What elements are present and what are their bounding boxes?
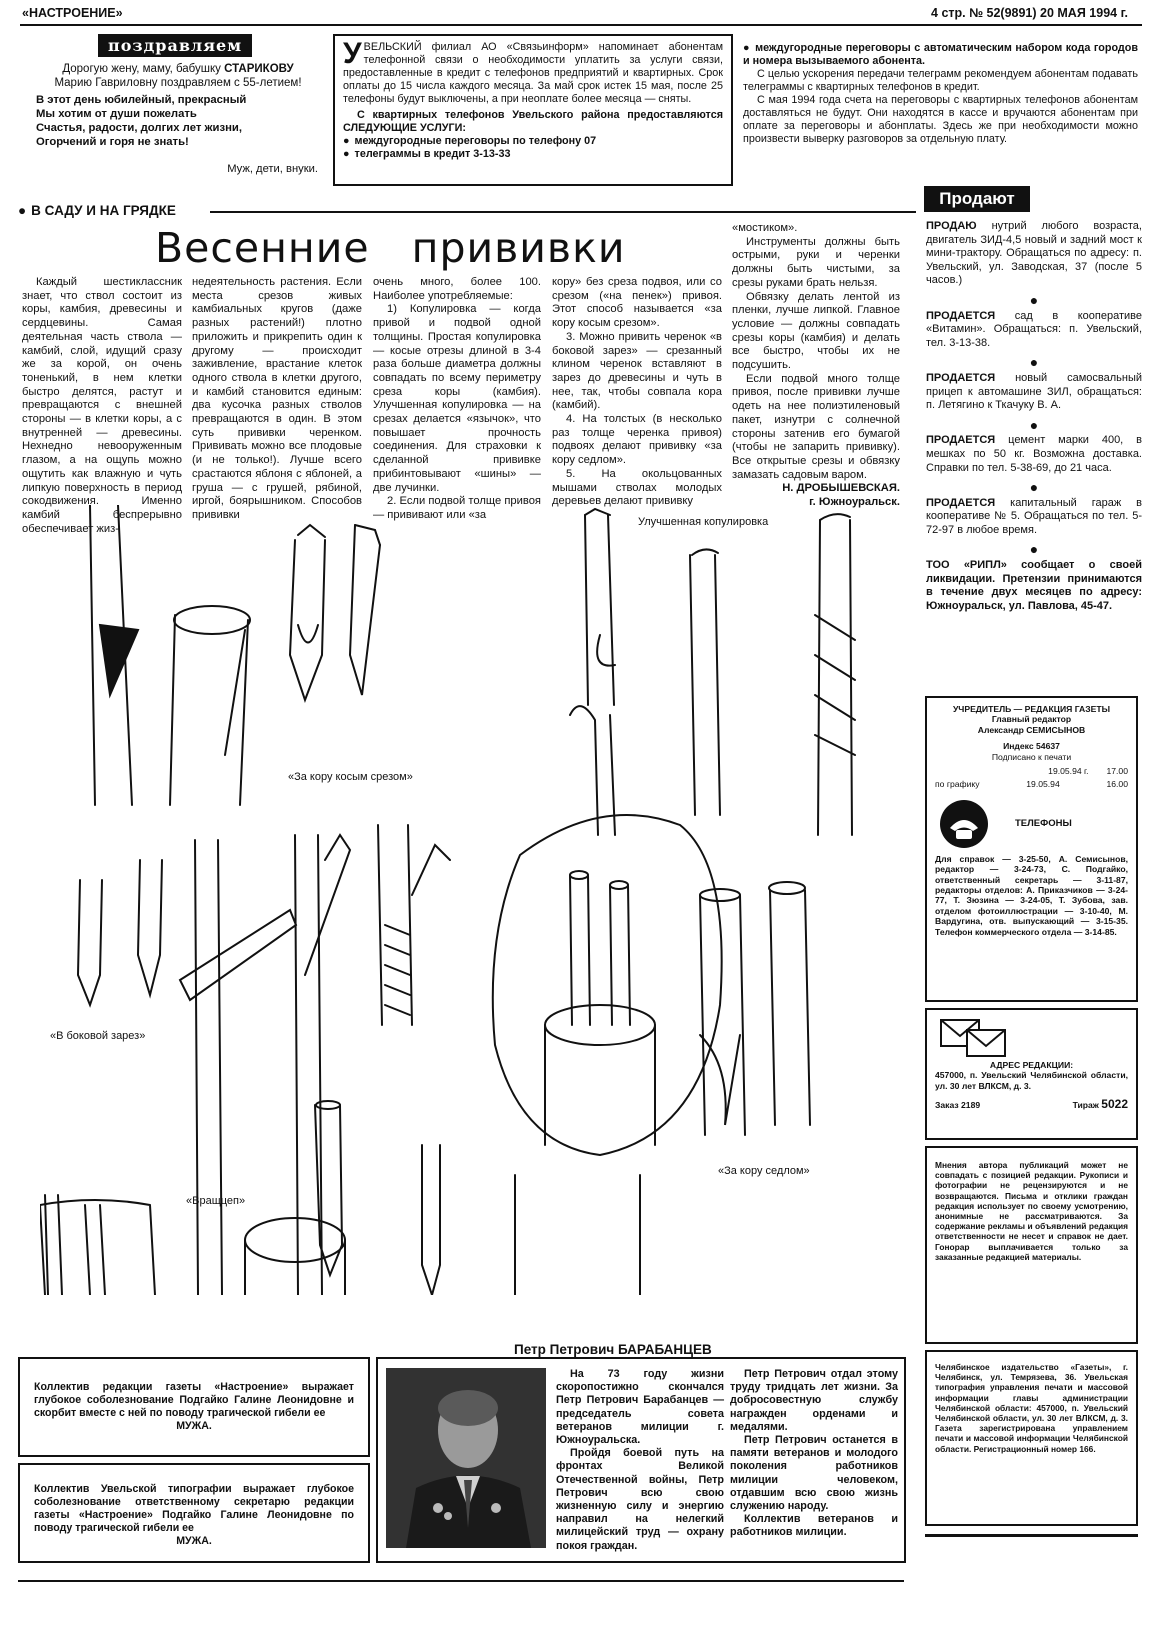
article-col-2 (192, 276, 362, 523)
phones-header (935, 798, 1128, 850)
ad-separator: ● (1029, 354, 1039, 371)
congrats-verse (36, 93, 328, 149)
caption-side-cut: «В боковой зарез» (50, 1030, 146, 1042)
ad-item (926, 372, 1142, 413)
congrats-line2: Марию Гавриловну поздравляем с 55-летием! (54, 76, 302, 89)
article-para: недеятельность растения. Если места срезов живых камбиальных кругов (даже разных растений!) плотно приложить и прикрепить один к другому — происходит заживление, врастание клеток одного ствола в клетки другого, и камбий становится единым: два кусочка разных стволов превращаются в один. В этом суть прививки черенком. Прививать можно все плодовые (и не только!). Лучше всего срастаются яблоня с яблоней, а груша — с грушей, рябиной, иргой, боярышником. Способов прививки (192, 276, 362, 521)
imprint-time: 17.00 (1106, 766, 1128, 777)
article-title: Весенние прививки (155, 224, 626, 272)
article-para: очень много, более 100. Наиболее употребляемые: (373, 276, 541, 302)
ad-item (926, 220, 1142, 288)
ad-separator: ● (1029, 291, 1039, 308)
article-para: Если подвой много толще привоя, после прививки лучше одеть на нее полиэтиленовый пакет, изнутри с солнечной стороны затенив его бумагой (чтобы не запарить прививку). Все открытые срезы и обвязку замазать садовым варом. (732, 372, 900, 481)
condolence-text: Коллектив редакции газеты «Настроение» выражает глубокое соболезнование Подгайко Галине Леонидовне и скорбит вместе с ней по поводу трагической гибели ее (34, 1381, 354, 1419)
imprint-date: 19.05.94 г. (1048, 766, 1089, 777)
article-col-4 (552, 276, 722, 509)
obituary-para: Петр Петрович останется в памяти ветеранов и молодого поколения работников милиции человеком, отдавшим всю свою жизнь служению народу. (730, 1434, 898, 1513)
condolence-text: Коллектив Увельской типографии выражает глубокое соболезнование ответственному секретарю редакции газеты «Настроение» Подгайко Галине Леонидовне по поводу трагической гибели ее (34, 1483, 354, 1534)
issue-meta: 4 стр. № 52(9891) 20 МАЯ 1994 г. (931, 6, 1128, 20)
address-text: 457000, п. Увельский Челябинской области, ул. 30 лет ВЛКСМ, д. 3. (935, 1070, 1128, 1091)
article-para: Инструменты должны быть острыми, руки и черенки должны быть чистыми, за срезы руками брать нельзя. (732, 235, 900, 289)
ad-separator: ● (1029, 479, 1039, 496)
notice-para: С целью ускорения передачи телеграмм рекомендуем абонентам подавать телеграммы с квартирных телефонов в кредит. (743, 68, 1138, 93)
obituary-para: На 73 году жизни скоропостижно скончался Петр Петрович Барабанцев — председатель совета ветеранов милиции г. Южноуральска. (556, 1368, 724, 1447)
imprint-signed: Подписано к печати (991, 751, 1072, 762)
ad-item (926, 434, 1142, 475)
header-rule (20, 24, 1142, 26)
publisher-box (925, 1350, 1138, 1526)
article-author: Н. ДРОБЫШЕВСКАЯ. (782, 482, 900, 495)
imprint-index: Индекс 54637 (1003, 741, 1060, 752)
congrats-block (28, 34, 328, 194)
article-para: Обвязку делать лентой из пленки, лучше липкой. Главное условие — должны совпадать срезы коры (камбия) и делать все быстро, чтобы их не подсушить. (732, 290, 900, 372)
ad-text: сад в кооперативе «Витамин». Обращаться: п. Увельский, тел. 3-13-38. (926, 309, 1142, 349)
imprint-row1 (935, 766, 1128, 776)
ads-header: Продают (924, 186, 1030, 212)
run-value: 5022 (1101, 1097, 1128, 1112)
ad-separator: ● (1029, 541, 1039, 558)
obituary-para: Коллектив ветеранов и работников милиции. (730, 1513, 898, 1539)
caption-split: «Вращцеп» (186, 1195, 246, 1207)
rubric-rule (210, 211, 916, 213)
imprint-row2 (935, 779, 1128, 789)
article-city: г. Южноуральск. (809, 496, 900, 509)
ad-lead: ПРОДАЕТСЯ (926, 434, 996, 447)
ad-lead: ПРОДАЮ (926, 220, 977, 232)
article-col-1 (22, 276, 182, 536)
obituary-col-2 (730, 1368, 898, 1540)
service-item: ● междугородные переговоры с автоматическим набором кода городов и номера вызываемого абонента. (743, 42, 1138, 68)
notice-right (743, 42, 1138, 146)
ad-text: капитальный гараж в кооперативе № 5. Обращаться по тел. 5-72-97 в любое время. (926, 496, 1142, 536)
notice-lead: С квартирных телефонов Увельского района предоставляются СЛЕДУЮЩИЕ УСЛУГИ: (343, 109, 723, 134)
notice-para: С мая 1994 года счета на переговоры с квартирных телефонов абонентам доставляться не будут. Они находятся в кассе и вручаются абонентам при оплате за переговоры и абонплаты. Здесь же при необходимости можно произвести выверку разговоров за отдельную плату. (743, 94, 1138, 145)
imprint-label: по графику (935, 779, 980, 790)
ad-text: цемент марки 400, в мешках по 50 кг. Возможна доставка. Справки по тел. 5-38-69, до 21 часа. (926, 434, 1143, 474)
ad-text: новый самосвальный прицеп к автомашине ЗИЛ, обращаться: п. Летягино к Ткачуку В. А. (926, 371, 1142, 412)
bottom-rule (18, 1580, 904, 1582)
service-item: ● междугородные переговоры по телефону 07 (343, 135, 723, 148)
service-item: ● телеграммы в кредит 3-13-33 (343, 148, 723, 161)
order-row (935, 1099, 1128, 1110)
phones-title: ТЕЛЕФОНЫ (1015, 817, 1072, 829)
condolence-end: МУЖА. (176, 1420, 212, 1432)
article-para: 3. Можно привить черенок «в боковой зарез» — срезанный клином черенок вставляют в зарез до древесины и чуть в нее, так, чтобы совпала кора (камбий). (552, 330, 722, 412)
imprint-box (925, 696, 1138, 1002)
bottom-rule-right (925, 1534, 1138, 1537)
order-number: Заказ 2189 (935, 1100, 981, 1111)
article-para: 2. Если подвой толще привоя — прививают или «за (373, 495, 541, 521)
obituary-name: Петр Петрович БАРАБАНЦЕВ (508, 1342, 718, 1357)
notice-box (333, 34, 733, 186)
congrats-name: СТАРИКОВУ (224, 63, 294, 75)
address-title: АДРЕС РЕДАКЦИИ: (989, 1060, 1074, 1070)
obituary-col-1 (556, 1368, 724, 1553)
verse-line: Счастья, радости, долгих лет жизни, (36, 122, 242, 135)
disclaimer-text: Мнения автора публикаций может не совпадать с позицией редакции. Рукописи и фотографии не рецензируются и не возвращаются. Письма и отклики граждан редакция использует по своему усмотрению, анонимные не рассматриваются. За содержание рекламы и объявлений редакция ответственности не несет и справок не дает. Гонорар выплачивается только за заказанные редакцией материалы. (935, 1160, 1128, 1262)
ad-lead: ПРОДАЕТСЯ (926, 496, 996, 509)
verse-line: Огорчений и горя не знать! (36, 136, 189, 149)
ads-column (926, 220, 1142, 613)
ripl-notice: ТОО «РИПЛ» сообщает о своей ликвидации. Претензии принимаются в течение двух месяцев по адресу: Южноуральск, ул. Павлова, 45-47. (926, 559, 1142, 612)
ad-lead: ПРОДАЕТСЯ (926, 371, 996, 384)
obituary-para: Петр Петрович отдал этому труду тридцать лет жизни. За добросовестную службу награжден орденами и медалями. (730, 1368, 898, 1433)
publisher-text: Челябинское издательство «Газеты», г. Челябинск, ул. Темрязева, 36. Увельская типография управления печати и массовой информации главы администрации Челябинской области: 457000, п. Увельский Челябинской области, ул. 30 лет ВЛКСМ, д. 3. Газета зарегистрирована управлением печати и массовой информации Челябинской области. Регистрационный номер 166. (935, 1362, 1128, 1454)
imprint-date: 19.05.94 (1026, 779, 1060, 790)
caption-improved: Улучшенная копулировка (638, 516, 769, 528)
disclaimer-box (925, 1146, 1138, 1344)
phones-list: Для справок — 3-25-50, А. Семисынов, редактор — 3-24-73, С. Подгайко, ответственный секретарь — 3-11-87, редакторы отделов: А. Приказчиков — 3-24-77, Т. Зюзина — 3-24-05, Т. Зубова, зав. отделом фотоиллюстрации — 3-10-40, М. Вардугина, отв. выпускающий — 3-15-35. Телефон коммерческого отдела — 3-14-85. (935, 853, 1128, 937)
verse-line: В этот день юбилейный, прекрасный (36, 94, 247, 107)
section-rubric: ● В САДУ И НА ГРЯДКЕ (18, 203, 176, 218)
article-col-5 (732, 222, 900, 510)
article-para: 1) Копулировка — когда привой и подвой одной толщины. Простая копулировка — косые отрезы длиной в 3-4 раза больше диаметра должны совпадать по всему периметру среза коры (камбия). Улучшенная копулировка — на срезах делается «язычок», что повышает прочность соединения. Для страховки к сделанной прививке прибинтовывают «шины» — две лучинки. (373, 303, 541, 494)
congrats-tag: поздравляем (98, 34, 252, 57)
address-box (925, 1008, 1138, 1140)
congrats-line1: Дорогую жену, маму, бабушку (62, 63, 225, 75)
congrats-sign: Муж, дети, внуки. (227, 163, 318, 176)
portrait-photo (386, 1368, 546, 1548)
article-para: «мостиком». (732, 222, 798, 234)
article-para: кору» без среза подвоя, или со срезом («на пенек») привоя. Этот способ называется «за кору косым срезом». (552, 276, 722, 330)
imprint-editor: Александр СЕМИСЫНОВ (977, 724, 1086, 735)
ad-item (926, 497, 1142, 538)
caption-oblique: «За кору косым срезом» (288, 771, 413, 783)
imprint-time: 16.00 (1106, 779, 1128, 790)
caption-saddle: «За кору седлом» (718, 1165, 810, 1177)
article-col-3 (373, 276, 541, 523)
ad-item (926, 310, 1142, 351)
condolence-box-1 (18, 1357, 370, 1457)
obituary-para: Пройдя боевой путь на фронтах Великой Отечественной войны, Петр Петрович всю свою жизненную силу и энергию направил на нелегкий милицейский труд — охрану покоя граждан. (556, 1447, 724, 1552)
article-para: 4. На толстых (в несколько раз толще черенка привоя) подвоях делают прививку «за кору седлом». (552, 413, 722, 467)
verse-line: Мы хотим от души пожелать (36, 108, 197, 121)
telephone-icon (935, 798, 993, 850)
drop-cap: У (343, 37, 362, 70)
condolence-end: МУЖА. (176, 1535, 212, 1547)
notice-body: ВЕЛЬСКИЙ филиал АО «Связьинформ» напоминает абонентам телефонной связи о необходимости уплатить за услуги связи, предоставленные в кредит с телефонов предприятий и квартирных. Срок оплаты до 15 числа каждого месяца. За май срок истек 15 мая, после 25 телефоны будут выключены, а при неоплате более месяца — сняты. (343, 41, 723, 105)
imprint-editor-title: Главный редактор (991, 714, 1072, 725)
ad-separator: ● (1029, 416, 1039, 433)
newspaper-name: «НАСТРОЕНИЕ» (22, 6, 123, 20)
ad-lead: ПРОДАЕТСЯ (926, 309, 996, 322)
envelope-icon (939, 1016, 1009, 1060)
condolence-box-2 (18, 1463, 370, 1563)
imprint-founder: УЧРЕДИТЕЛЬ — РЕДАКЦИЯ ГАЗЕТЫ (952, 704, 1111, 714)
run-label: Тираж (1072, 1100, 1099, 1111)
article-para: Каждый шестиклассник знает, что ствол состоит из коры, камбия, древесины и сердцевины. Самая деятельная часть ствола — камбий, слой, идущий сразу же за корой, он очень тоненький, в нем клетки быстро делятся, растут и превращаются с внешней стороны — в клетки коры, а с внутренней — древесины. Нехнедно невооруженным глазом, а на ощупь можно ощутить как влажную и чуть липкую поверхность в период сокодвижения. Именно камбий беспрерывно обеспечивает жиз- (22, 276, 182, 535)
ad-text: нутрий любого возраста, двигатель ЗИД-4,5 новый и задний мост к мини-трактору. Обращаться по адресу: п. Увельский, ул. Заводская, 37 (после 5 часов.) (926, 220, 1142, 287)
article-para: 5. На окольцованных мышами стволах молодых деревьев делают прививку (552, 467, 722, 508)
